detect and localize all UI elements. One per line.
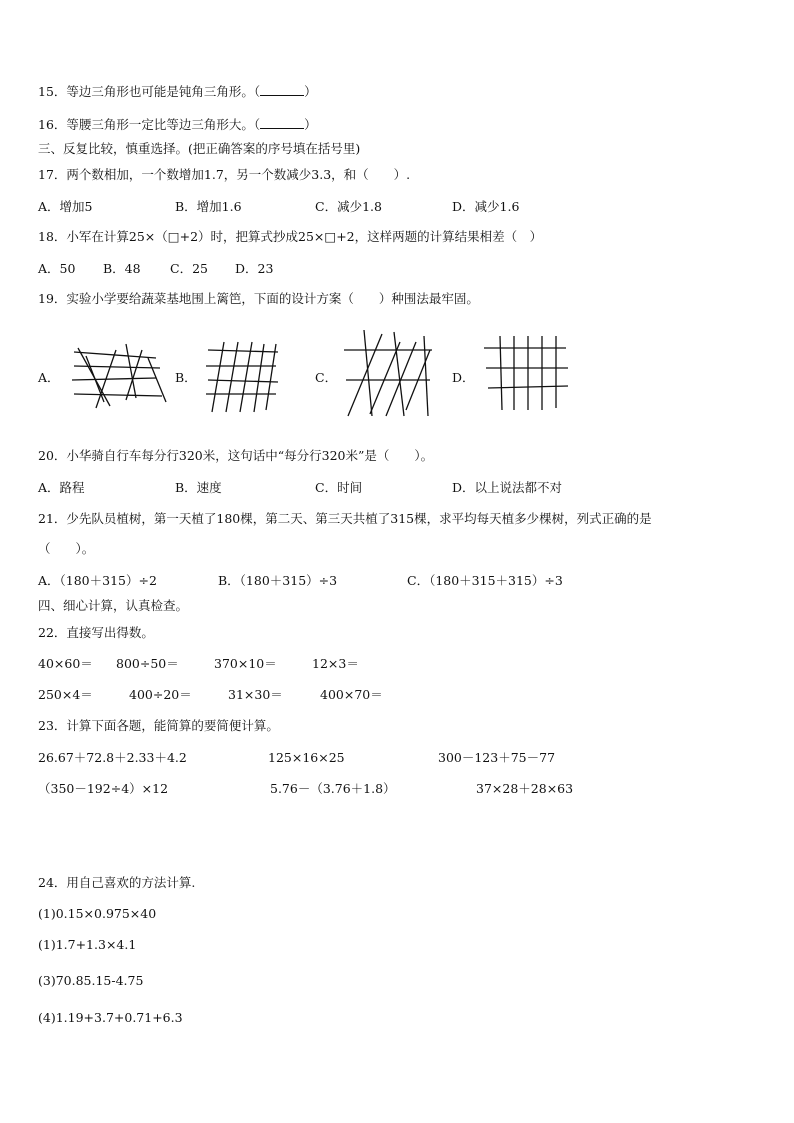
question-19: 19．实验小学要给蔬菜基地围上篱笆，下面的设计方案（ ）种围法最牢固。 xyxy=(38,291,479,306)
fence-figure-a xyxy=(68,340,168,415)
question-18: 18．小军在计算25×（□+2）时，把算式抄成25×□+2，这样两题的计算结果相差（ ） xyxy=(38,229,543,244)
q17-option-d[interactable]: D．减少1.6 xyxy=(452,199,520,214)
answer-blank-15[interactable] xyxy=(260,83,304,96)
q17-option-a[interactable]: A．增加5 xyxy=(38,199,93,214)
q23-item: 37×28＋28×63 xyxy=(476,781,574,796)
q21-option-a[interactable]: A．（180＋315）÷2 xyxy=(38,573,157,588)
fence-figure-d xyxy=(480,334,574,417)
q22-item: 400÷20＝ xyxy=(129,687,192,702)
q22-item: 400×70＝ xyxy=(320,687,383,702)
q22-item: 12×3＝ xyxy=(312,656,359,671)
q22-item: 800÷50＝ xyxy=(116,656,179,671)
q19-label-b[interactable]: B． xyxy=(175,370,197,385)
q18-option-b[interactable]: B．48 xyxy=(103,261,141,276)
q18-option-c[interactable]: C．25 xyxy=(170,261,208,276)
question-17: 17．两个数相加，一个数增加1.7，另一个数减少3.3，和（ ）. xyxy=(38,167,411,182)
question-16 xyxy=(38,116,317,133)
question-21-line-2: （ ）。 xyxy=(38,541,95,556)
q17-option-c[interactable]: C．减少1.8 xyxy=(315,199,382,214)
question-22: 22．直接写出得数。 xyxy=(38,625,154,640)
answer-blank-16[interactable] xyxy=(260,116,304,129)
q22-item: 250×4＝ xyxy=(38,687,93,702)
q18-option-d[interactable]: D．23 xyxy=(235,261,274,276)
q20-option-c[interactable]: C．时间 xyxy=(315,480,363,495)
section-3-heading: 三、反复比较，慎重选择。(把正确答案的序号填在括号里) xyxy=(38,141,361,156)
q21-option-c[interactable]: C．（180＋315＋315）÷3 xyxy=(407,573,563,588)
question-15-end: ） xyxy=(304,84,317,99)
q21-option-b[interactable]: B．（180＋315）÷3 xyxy=(218,573,338,588)
question-16-text: 16．等腰三角形一定比等边三角形大。（ xyxy=(38,117,261,132)
q23-item: 5.76－（3.76＋1.8） xyxy=(270,781,396,796)
q22-item: 370×10＝ xyxy=(214,656,277,671)
q23-item: 300－123＋75－77 xyxy=(438,750,556,765)
q24-item: (1)1.7+1.3×4.1 xyxy=(38,937,137,952)
question-15 xyxy=(38,83,317,100)
question-20: 20．小华骑自行车每分行320米，这句话中“每分行320米”是（ ）。 xyxy=(38,448,434,463)
q22-item: 40×60＝ xyxy=(38,656,93,671)
q24-item: (3)70.85.15-4.75 xyxy=(38,973,144,988)
q20-option-b[interactable]: B．速度 xyxy=(175,480,222,495)
q22-item: 31×30＝ xyxy=(228,687,283,702)
q20-option-a[interactable]: A．路程 xyxy=(38,480,85,495)
q23-item: （350－192÷4）×12 xyxy=(38,781,169,796)
fence-figure-b xyxy=(204,340,284,419)
question-15-text: 15．等边三角形也可能是钝角三角形。（ xyxy=(38,84,261,99)
fence-figure-c xyxy=(342,328,436,423)
q18-option-a[interactable]: A．50 xyxy=(38,261,76,276)
question-21-line-1: 21．少先队员植树，第一天植了180棵，第二天、第三天共植了315棵，求平均每天植多少棵树，列式正确的是 xyxy=(38,511,652,526)
q19-label-a[interactable]: A． xyxy=(38,370,60,385)
q20-option-d[interactable]: D．以上说法都不对 xyxy=(452,480,563,495)
q17-option-b[interactable]: B．增加1.6 xyxy=(175,199,242,214)
section-4-heading: 四、细心计算，认真检查。 xyxy=(38,598,189,613)
q24-item: (4)1.19+3.7+0.71+6.3 xyxy=(38,1010,183,1025)
q23-item: 125×16×25 xyxy=(268,750,345,765)
q23-item: 26.67＋72.8＋2.33＋4.2 xyxy=(38,750,187,765)
question-23: 23．计算下面各题，能简算的要简便计算。 xyxy=(38,718,279,733)
q19-label-d[interactable]: D． xyxy=(452,370,475,385)
question-24: 24．用自己喜欢的方法计算. xyxy=(38,875,196,890)
q24-item: (1)0.15×0.975×40 xyxy=(38,906,157,921)
question-16-end: ） xyxy=(304,117,317,132)
q19-label-c[interactable]: C． xyxy=(315,370,338,385)
